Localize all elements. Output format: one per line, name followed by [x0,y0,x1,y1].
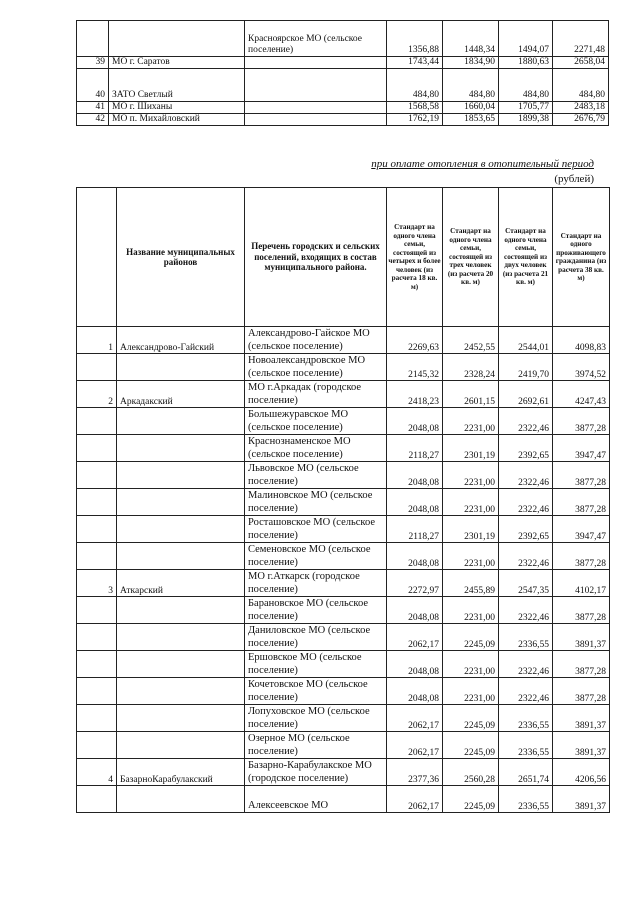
district-cell: МО п. Михайловский [109,114,245,126]
value-cell: 1834,90 [443,57,499,69]
value-cell: 2245,09 [443,624,499,651]
district-cell [117,624,245,651]
value-cell: 2336,55 [499,705,553,732]
value-cell: 2301,19 [443,516,499,543]
table-row [77,759,610,786]
district-cell: Аркадакский [117,381,245,408]
settlement-cell: Ершовское МО (сельское поселение) [245,651,387,678]
district-cell [117,597,245,624]
value-cell: 2377,36 [387,759,443,786]
value-cell: 2301,19 [443,435,499,462]
value-cell: 2062,17 [387,786,443,813]
value-cell: 4102,17 [553,570,610,597]
value-cell: 2245,09 [443,705,499,732]
value-cell: 2336,55 [499,732,553,759]
value-cell: 2118,27 [387,516,443,543]
value-cell: 2336,55 [499,624,553,651]
value-cell: 2048,08 [387,678,443,705]
header-settlements: Перечень городских и сельских поселений, входящих в состав муниципального района. [245,188,387,327]
value-cell: 2245,09 [443,786,499,813]
value-cell: 2455,89 [443,570,499,597]
settlement-cell: Кочетовское МО (сельское поселение) [245,678,387,705]
value-cell: 2483,18 [553,102,609,114]
settlement-cell: Алексеевское МО [245,786,387,813]
value-cell: 484,80 [499,69,553,102]
value-cell: 2322,46 [499,597,553,624]
idx-cell [77,597,117,624]
value-cell: 2560,28 [443,759,499,786]
district-cell: БазарноКарабулакский [117,759,245,786]
idx-cell: 42 [77,114,109,126]
top-table [76,20,609,126]
value-cell: 2392,65 [499,435,553,462]
table-row [77,678,610,705]
settlement-cell: Озерное МО (сельское поселение) [245,732,387,759]
header-district: Название муниципальных районов [117,188,245,327]
value-cell: 2269,63 [387,327,443,354]
table-row [77,435,610,462]
idx-cell [77,435,117,462]
table-row [77,597,610,624]
district-cell: ЗАТО Светлый [109,69,245,102]
value-cell: 3877,28 [553,408,610,435]
settlement-cell: Малиновское МО (сельское поселение) [245,489,387,516]
value-cell: 1448,34 [443,21,499,57]
value-cell: 2231,00 [443,462,499,489]
value-cell: 3877,28 [553,651,610,678]
idx-cell [77,678,117,705]
settlement-cell: Барановское МО (сельское поселение) [245,597,387,624]
value-cell: 4206,56 [553,759,610,786]
value-cell: 2048,08 [387,543,443,570]
value-cell: 2231,00 [443,651,499,678]
settlement-cell: Новоалександровское МО (сельское поселение) [245,354,387,381]
table-row [77,624,610,651]
settlement-cell [245,114,387,126]
value-cell: 2419,70 [499,354,553,381]
idx-cell: 3 [77,570,117,597]
table-row [77,489,610,516]
idx-cell [77,543,117,570]
idx-cell [77,624,117,651]
value-cell: 2145,32 [387,354,443,381]
district-cell [117,705,245,732]
value-cell: 4247,43 [553,381,610,408]
value-cell: 2452,55 [443,327,499,354]
value-cell: 1568,58 [387,102,443,114]
idx-cell [77,354,117,381]
idx-cell: 2 [77,381,117,408]
district-cell [117,462,245,489]
idx-cell [77,489,117,516]
table-row [77,543,610,570]
value-cell: 1356,88 [387,21,443,57]
table-row [77,570,610,597]
header-std4: Стандарт на одного члена семьи, состоящей из четырех и более человек (из расчета 18 кв. м) [387,188,443,327]
value-cell: 2062,17 [387,624,443,651]
settlement-cell: Красноярское МО (сельское поселение) [245,21,387,57]
value-cell: 2048,08 [387,597,443,624]
heating-period-note: при оплате отопления в отопительный период [371,158,594,170]
value-cell: 3947,47 [553,435,610,462]
value-cell: 2231,00 [443,597,499,624]
table-row [77,21,609,57]
value-cell: 3891,37 [553,732,610,759]
table-row [77,114,609,126]
value-cell: 2272,97 [387,570,443,597]
idx-cell: 41 [77,102,109,114]
settlement-cell [245,102,387,114]
idx-cell: 40 [77,69,109,102]
value-cell: 2392,65 [499,516,553,543]
value-cell: 2231,00 [443,408,499,435]
table-row [77,354,610,381]
district-cell [117,354,245,381]
value-cell: 1899,38 [499,114,553,126]
value-cell: 2231,00 [443,678,499,705]
main-table [76,187,610,813]
idx-cell [77,786,117,813]
value-cell: 1660,04 [443,102,499,114]
value-cell: 2231,00 [443,543,499,570]
district-cell [117,516,245,543]
settlement-cell: Даниловское МО (сельское поселение) [245,624,387,651]
value-cell: 2336,55 [499,786,553,813]
value-cell: 1705,77 [499,102,553,114]
value-cell: 2544,01 [499,327,553,354]
district-cell: МО г. Саратов [109,57,245,69]
value-cell: 2322,46 [499,408,553,435]
value-cell: 484,80 [387,69,443,102]
currency-unit: (рублей) [554,173,594,185]
value-cell: 2658,04 [553,57,609,69]
settlement-cell: Краснознаменское МО (сельское поселение) [245,435,387,462]
table-row [77,651,610,678]
value-cell: 2322,46 [499,678,553,705]
idx-cell: 4 [77,759,117,786]
settlement-cell [245,57,387,69]
value-cell: 2692,61 [499,381,553,408]
district-cell [117,435,245,462]
settlement-cell: Базарно-Карабулакское МО (городское поселение) [245,759,387,786]
value-cell: 3947,47 [553,516,610,543]
value-cell: 2062,17 [387,732,443,759]
settlement-cell: Большежуравское МО (сельское поселение) [245,408,387,435]
district-cell [117,651,245,678]
idx-cell [77,705,117,732]
header-std2: Стандарт на одного члена семьи, состоящей из двух человек (из расчета 21 кв. м) [499,188,553,327]
value-cell: 3877,28 [553,597,610,624]
settlement-cell: Семеновское МО (сельское поселение) [245,543,387,570]
district-cell [117,678,245,705]
table-row [77,69,609,102]
header-index [77,188,117,327]
value-cell: 2048,08 [387,489,443,516]
district-cell [117,543,245,570]
settlement-cell: Львовское МО (сельское поселение) [245,462,387,489]
idx-cell [77,732,117,759]
value-cell: 3891,37 [553,786,610,813]
table-row [77,57,609,69]
value-cell: 3974,52 [553,354,610,381]
value-cell: 2245,09 [443,732,499,759]
value-cell: 2118,27 [387,435,443,462]
header-std1: Стандарт на одного проживающего гражданина (из расчета 38 кв. м) [553,188,610,327]
value-cell: 1743,44 [387,57,443,69]
settlement-cell: МО г.Аткарск (городское поселение) [245,570,387,597]
value-cell: 4098,83 [553,327,610,354]
value-cell: 3877,28 [553,543,610,570]
value-cell: 2651,74 [499,759,553,786]
value-cell: 2322,46 [499,489,553,516]
district-cell [117,489,245,516]
value-cell: 2062,17 [387,705,443,732]
value-cell: 3891,37 [553,705,610,732]
settlement-cell: Росташовское МО (сельское поселение) [245,516,387,543]
value-cell: 2418,23 [387,381,443,408]
table-row [77,786,610,813]
value-cell: 2601,15 [443,381,499,408]
value-cell: 1853,65 [443,114,499,126]
table-row [77,102,609,114]
value-cell: 1494,07 [499,21,553,57]
idx-cell [77,462,117,489]
idx-cell [77,21,109,57]
idx-cell: 1 [77,327,117,354]
value-cell: 2322,46 [499,462,553,489]
value-cell: 2048,08 [387,462,443,489]
value-cell: 2271,48 [553,21,609,57]
table-row [77,381,610,408]
value-cell: 2322,46 [499,543,553,570]
idx-cell: 39 [77,57,109,69]
value-cell: 3877,28 [553,489,610,516]
value-cell: 2547,35 [499,570,553,597]
value-cell: 2328,24 [443,354,499,381]
district-cell: Александрово-Гайский [117,327,245,354]
value-cell: 484,80 [443,69,499,102]
district-cell: МО г. Шиханы [109,102,245,114]
district-cell [117,408,245,435]
value-cell: 3877,28 [553,678,610,705]
table-row [77,516,610,543]
idx-cell [77,651,117,678]
value-cell: 3877,28 [553,462,610,489]
value-cell: 2048,08 [387,651,443,678]
settlement-cell: Лопуховское МО (сельское поселение) [245,705,387,732]
idx-cell [77,516,117,543]
table-row [77,462,610,489]
district-cell [109,21,245,57]
value-cell: 484,80 [553,69,609,102]
idx-cell [77,408,117,435]
district-cell [117,732,245,759]
value-cell: 1762,19 [387,114,443,126]
district-cell: Аткарский [117,570,245,597]
header-std3: Стандарт на одного члена семьи, состоящей из трех человек (из расчета 20 кв. м) [443,188,499,327]
settlement-cell [245,69,387,102]
value-cell: 2676,79 [553,114,609,126]
table-row [77,705,610,732]
value-cell: 1880,63 [499,57,553,69]
value-cell: 2322,46 [499,651,553,678]
settlement-cell: Александрово-Гайское МО (сельское поселение) [245,327,387,354]
settlement-cell: МО г.Аркадак (городское поселение) [245,381,387,408]
value-cell: 2048,08 [387,408,443,435]
value-cell: 3891,37 [553,624,610,651]
table-row [77,327,610,354]
table-row [77,408,610,435]
value-cell: 2231,00 [443,489,499,516]
district-cell [117,786,245,813]
table-row [77,732,610,759]
